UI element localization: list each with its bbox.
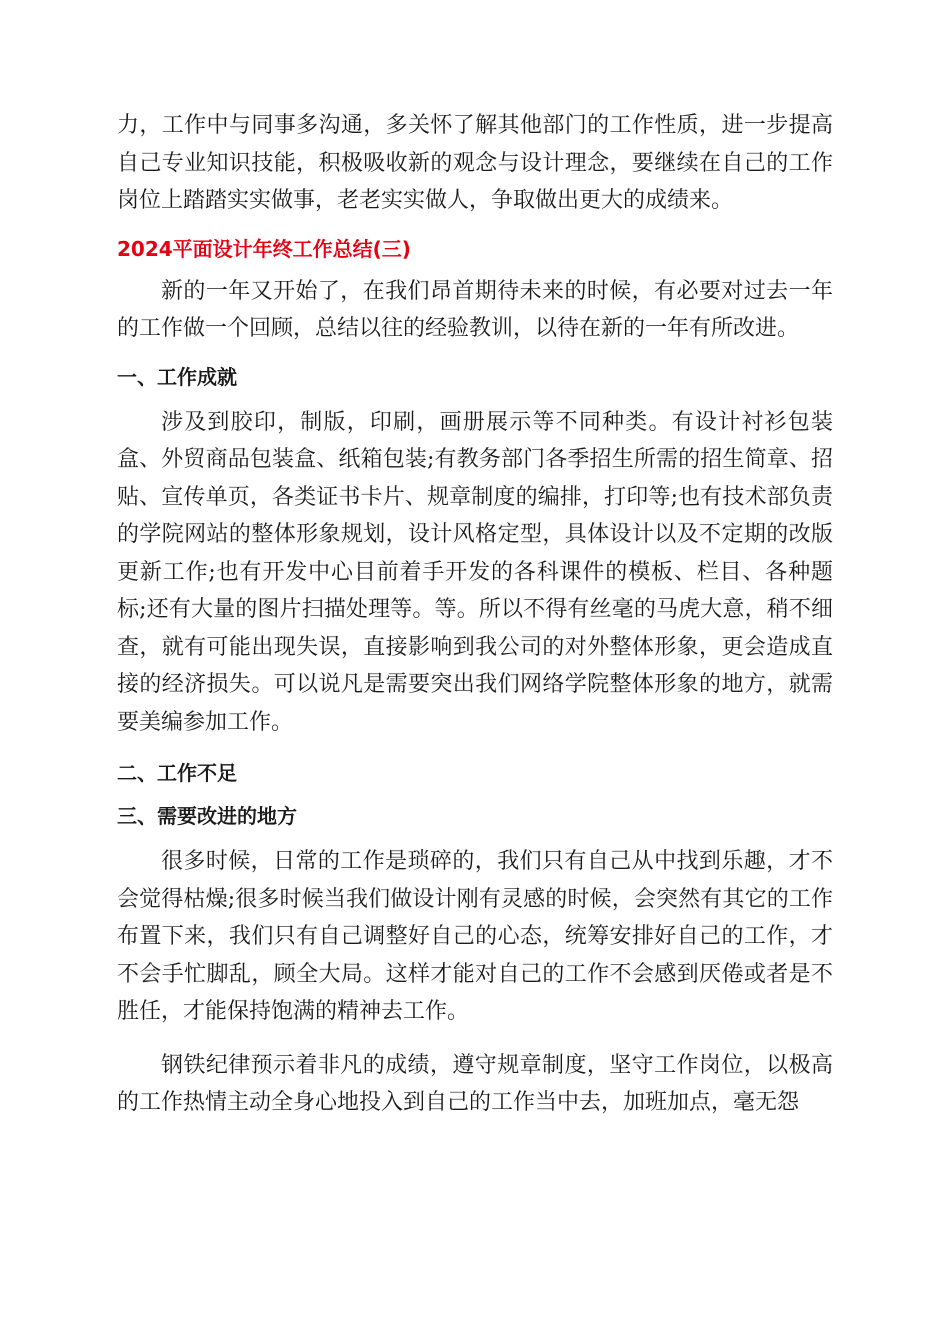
section-heading: 一、工作成就: [117, 364, 237, 389]
section-heading: 二、工作不足: [117, 761, 237, 785]
body-paragraph: 新的一年又开始了，在我们昂首期待未来的时候，有必要对过去一年的工作做一个回顾，总结以往的经验教训，以待在新的一年有所改进。: [117, 278, 833, 341]
body-paragraph: 很多时候，日常的工作是琐碎的，我们只有自己从中找到乐趣，才不会觉得枯燥;很多时候当我们做设计刚有灵感的时候，会突然有其它的工作布置下来，我们只有自己调整好自己的心态，统筹安排好自己的工作，才不会手忙脚乱，顾全大局。这样才能对自己的工作不会感到厌倦或者是不胜任，才能保持饱满的精神去工作。: [117, 849, 833, 1024]
body-paragraph: 力，工作中与同事多沟通，多关怀了解其他部门的工作性质，进一步提高自己专业知识技能，积极吸收新的观念与设计理念，要继续在自己的工作岗位上踏踏实实做事，老老实实做人，争取做出更大的成绩来。: [117, 113, 833, 213]
body-paragraph: 钢铁纪律预示着非凡的成绩，遵守规章制度，坚守工作岗位，以极高的工作热情主动全身心地投入到自己的工作当中去，加班加点，毫无怨: [117, 1052, 833, 1115]
section-title: 2024平面设计年终工作总结(三): [117, 236, 411, 261]
section-heading: 三、需要改进的地方: [117, 804, 297, 828]
body-paragraph: 涉及到胶印，制版，印刷，画册展示等不同种类。有设计衬衫包装盒、外贸商品包装盒、纸箱包装;有教务部门各季招生所需的招生简章、招贴、宣传单页，各类证书卡片、规章制度的编排，打印等;也有技术部负责的学院网站的整体形象规划，设计风格定型，具体设计以及不定期的改版更新工作;也有开发中心目前着手开发的各科课件的模板、栏目、各种题标;还有大量的图片扫描处理等。等。所以不得有丝毫的马虎大意，稍不细查，就有可能出现失误，直接影响到我公司的对外整体形象，更会造成直接的经济损失。可以说凡是需要突出我们网络学院整体形象的地方，就需要美编参加工作。: [117, 409, 833, 735]
document-page: [117, 107, 833, 1122]
